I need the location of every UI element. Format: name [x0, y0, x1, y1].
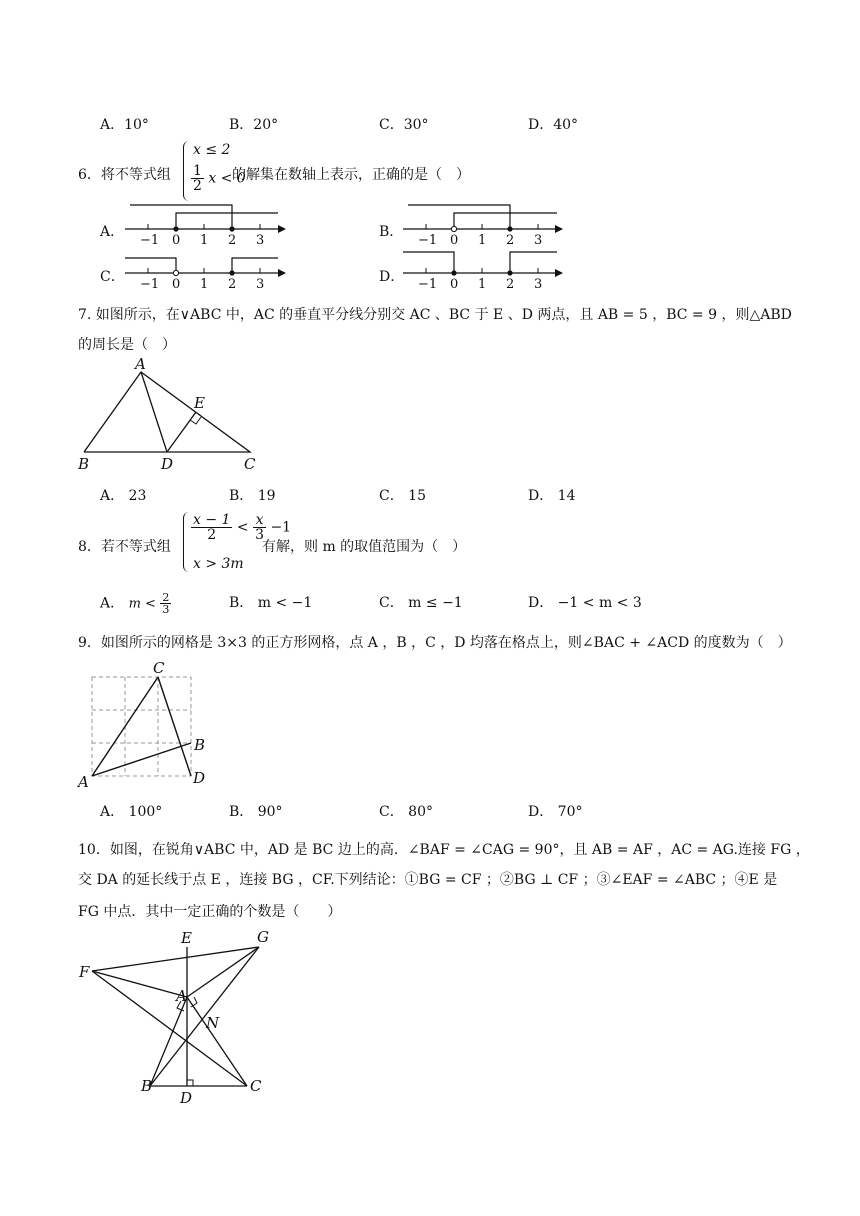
- q8-system-line2: x > 3m: [193, 556, 244, 572]
- svg-text:−1: −1: [140, 233, 160, 248]
- q10-point-e: E: [181, 929, 192, 947]
- svg-text:0: 0: [172, 277, 181, 292]
- svg-text:2: 2: [228, 277, 237, 292]
- svg-text:3: 3: [534, 277, 543, 292]
- svg-text:2: 2: [228, 233, 237, 248]
- q8-frac1-den: 2: [207, 527, 217, 543]
- q10-point-d: D: [180, 1089, 193, 1105]
- svg-text:1: 1: [200, 233, 209, 248]
- q9-point-b: B: [194, 736, 206, 754]
- svg-text:−1: −1: [418, 277, 438, 292]
- q9-option-c[interactable]: C． 80°: [379, 804, 433, 820]
- q10-line3: FG 中点．其中一定正确的个数是（ ）: [78, 904, 342, 920]
- q8-line1-tail: −1: [270, 519, 292, 536]
- svg-text:1: 1: [200, 277, 209, 292]
- q10-geometry-diagram: [0, 925, 320, 1105]
- q8-frac2-num: x: [253, 513, 266, 528]
- q7-point-a: A: [135, 355, 146, 373]
- q8-option-a-num: 2: [162, 591, 170, 604]
- q6-system-line2-rest: x < 0: [208, 170, 246, 187]
- q8-option-a-label: A．: [100, 595, 125, 612]
- svg-text:2: 2: [506, 233, 515, 248]
- q7-option-d[interactable]: D． 14: [528, 488, 576, 504]
- q7-option-c[interactable]: C． 15: [379, 488, 426, 504]
- q6-numberline-d[interactable]: [403, 252, 563, 292]
- q7-point-d: D: [161, 455, 174, 473]
- q7-point-c: C: [244, 455, 256, 473]
- q6-numberline-b[interactable]: [403, 205, 563, 248]
- svg-text:3: 3: [256, 277, 265, 292]
- q6-number-lines: [0, 0, 860, 300]
- q8-option-a-den: 3: [162, 603, 170, 616]
- q7-triangle-diagram: [0, 355, 300, 475]
- q5-option-a[interactable]: A．10°: [100, 117, 149, 133]
- q6-numberline-c[interactable]: [125, 258, 286, 292]
- svg-text:3: 3: [256, 233, 265, 248]
- svg-text:1: 1: [478, 277, 487, 292]
- q6-question-tail: 的解集在数轴上表示，正确的是（ ）: [232, 167, 470, 183]
- q9-option-a[interactable]: A． 100°: [100, 804, 163, 820]
- q10-point-a: A: [176, 987, 187, 1005]
- q10-point-b: B: [141, 1077, 153, 1095]
- q8-frac1: [191, 513, 232, 542]
- q6-frac-den: 2: [193, 178, 202, 194]
- q9-option-b[interactable]: B． 90°: [229, 804, 283, 820]
- q5-option-b[interactable]: B．20°: [229, 117, 279, 133]
- q6-label-c[interactable]: C．: [100, 269, 125, 285]
- q7-option-a[interactable]: A． 23: [100, 488, 147, 504]
- q9-text: 9．如图所示的网格是 3×3 的正方形网格，点 A ，B ，C ，D 均落在格点上，则∠BAC + ∠ACD 的度数为（ ）: [78, 635, 792, 651]
- q7-point-e: E: [194, 394, 205, 412]
- svg-text:1: 1: [478, 233, 487, 248]
- q6-label-d[interactable]: D．: [379, 269, 405, 285]
- q9-option-d[interactable]: D． 70°: [528, 804, 583, 820]
- q10-point-f: F: [79, 963, 90, 981]
- svg-text:0: 0: [172, 233, 181, 248]
- q10-point-g: G: [257, 928, 269, 946]
- q6-number: 6．将不等式组: [78, 167, 171, 183]
- q5-option-c[interactable]: C．30°: [379, 117, 429, 133]
- q6-label-b[interactable]: B．: [379, 224, 404, 240]
- svg-text:−1: −1: [140, 277, 160, 292]
- q10-point-c: C: [250, 1077, 262, 1095]
- q8-frac1-num: x − 1: [193, 512, 231, 528]
- svg-text:2: 2: [506, 277, 515, 292]
- q6-frac-num: 1: [193, 163, 202, 179]
- q8-option-a-text: m <: [128, 596, 156, 612]
- q8-brace: [183, 512, 190, 572]
- q7-option-b[interactable]: B． 19: [229, 488, 276, 504]
- q8-question-tail: 有解，则 m 的取值范围为（ ）: [262, 539, 467, 555]
- q8-option-d[interactable]: D． −1 < m < 3: [528, 595, 642, 611]
- q8-number: 8．若不等式组: [78, 539, 171, 555]
- svg-text:0: 0: [450, 277, 459, 292]
- q7-point-b: B: [78, 455, 90, 473]
- q8-option-b[interactable]: B． m < −1: [229, 595, 313, 611]
- q6-numberline-a[interactable]: [125, 205, 286, 248]
- svg-text:3: 3: [534, 233, 543, 248]
- q10-line2: 交 DA 的延长线于点 E ，连接 BG ，CF.下列结论：①BG = CF ；②BG ⊥ CF ；③∠EAF = ∠ABC ；④E 是: [78, 872, 778, 888]
- q8-less-than: <: [236, 519, 249, 536]
- svg-text:−1: −1: [418, 233, 438, 248]
- q10-line1: 10．如图，在锐角∨ABC 中，AD 是 BC 边上的高．∠BAF = ∠CAG = 90°，且 AB = AF ，AC = AG.连接 FG ，: [78, 842, 810, 858]
- q5-option-d[interactable]: D．40°: [528, 117, 579, 133]
- q8-frac2-den: 3: [255, 527, 264, 543]
- q9-point-c: C: [153, 659, 165, 677]
- q8-option-c[interactable]: C． m ≤ −1: [379, 595, 463, 611]
- q6-label-a[interactable]: A．: [100, 224, 125, 240]
- q6-system-line1: x ≤ 2: [193, 142, 231, 158]
- q9-grid-diagram: [0, 655, 260, 795]
- q7-line2: 的周长是（ ）: [78, 337, 176, 353]
- q8-option-a[interactable]: [100, 592, 171, 615]
- q7-line1: 7. 如图所示，在∨ABC 中，AC 的垂直平分线分别交 AC 、BC 于 E 、D 两点，且 AB = 5 ，BC = 9 ，则△ABD: [78, 307, 792, 323]
- svg-text:0: 0: [450, 233, 459, 248]
- q9-point-a: A: [78, 773, 89, 791]
- q10-point-n: N: [206, 1014, 220, 1032]
- q8-option-a-fraction: [160, 592, 171, 615]
- q9-point-d: D: [193, 769, 206, 787]
